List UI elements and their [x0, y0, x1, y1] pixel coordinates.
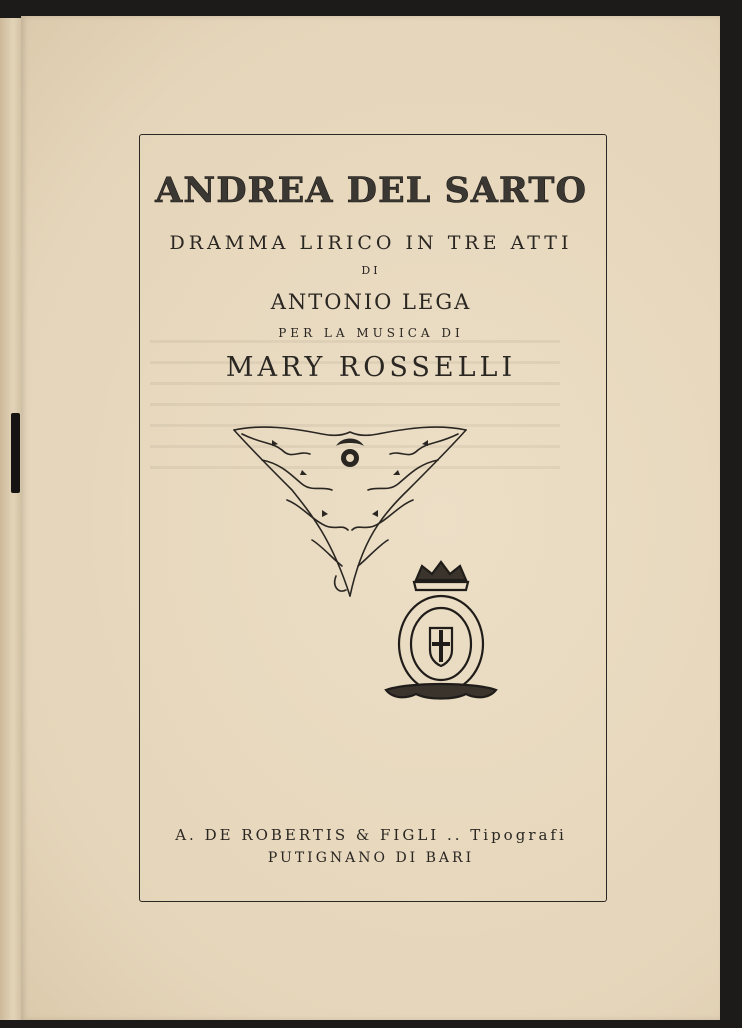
page-title: ANDREA DEL SARTO — [155, 170, 587, 211]
author-name: ANTONIO LEGA — [270, 290, 472, 314]
book-spine-edge — [0, 18, 22, 1020]
music-phrase: PER LA MUSICA DI — [278, 326, 464, 340]
by-word: DI — [361, 264, 381, 277]
binding-hole — [11, 413, 20, 493]
subtitle: DRAMMA LIRICO IN TRE ATTI — [169, 232, 573, 254]
library-stamp-icon — [378, 558, 504, 710]
publisher-place: PUTIGNANO DI BARI — [267, 850, 475, 866]
publisher-line: A. DE ROBERTIS & FIGLI .. Tipografi — [175, 826, 567, 844]
composer-name: MARY ROSSELLI — [225, 352, 517, 383]
